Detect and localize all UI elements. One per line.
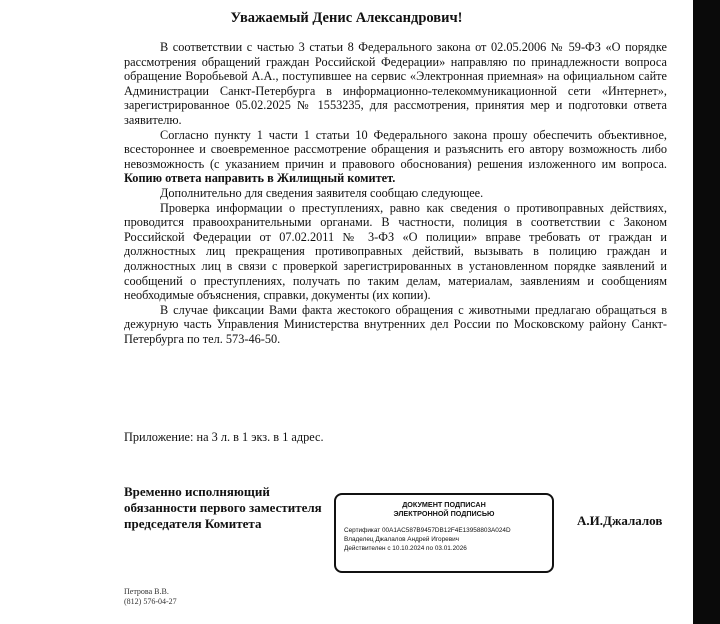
- executor-info: [124, 587, 177, 607]
- paragraph-forwarding: В соответствии с частью 3 статьи 8 Федерального закона от 02.05.2006 № 59-ФЗ «О порядке рассмотрения обращений граждан Российской Федерации» направляю по принадлежности вопроса обращение Воробьевой А.А., поступившее на сервис «Электронная приемная» на официальном сайте Администрации Санкт-Петербурга в информационно-телекоммуникационной сети «Интернет», зарегистрированное 05.02.2025 № 1553235, для рассмотрения, принятия мер и подготовки ответа заявителю.: [124, 40, 667, 127]
- scanner-edge: [693, 0, 720, 624]
- stamp-title-line-1: ДОКУМЕНТ ПОДПИСАН: [402, 500, 486, 509]
- signer-position: Временно исполняющий обязанности первого заместителя председателя Комитета: [124, 484, 322, 531]
- executor-phone: (812) 576-04-27: [124, 597, 177, 606]
- stamp-owner: Владелец Джалалов Андрей Игоревич: [344, 536, 460, 543]
- paragraph-request: [124, 128, 667, 186]
- paragraph-animals: В случае фиксации Вами факта жестокого обращения с животными предлагаю обращаться в дежурную часть Управления Министерства внутренних дел России по Московскому району Санкт-Петербурга по тел. 573-46-50.: [124, 302, 667, 346]
- copy-instruction: Копию ответа направить в Жилищный комитет.: [124, 171, 396, 186]
- signer-name: А.И.Джалалов: [577, 513, 663, 528]
- stamp-validity: Действителен с 10.10.2024 по 03.01.2026: [344, 545, 467, 552]
- greeting-heading: Уважаемый Денис Александрович!: [230, 10, 463, 26]
- paragraph-additional: Дополнительно для сведения заявителя сообщаю следующее.: [160, 185, 484, 200]
- electronic-signature-stamp: [334, 493, 554, 573]
- stamp-title-line-2: ЭЛЕКТРОННОЙ ПОДПИСЬЮ: [393, 509, 495, 518]
- executor-name: Петрова В.В.: [124, 587, 169, 596]
- paragraph-request-text: Согласно пункту 1 части 1 статьи 10 Федерального закона прошу обеспечить объективное, всестороннее и своевременное рассмотрение обращения и разъяснить его автору возможность либо невозможность (с указанием причин и правового обоснования) решения изложенного им вопроса.: [124, 127, 667, 171]
- paragraph-police: Проверка информации о преступлениях, равно как сведения о противоправных действиях, проводится правоохранительными органами. В частности, полиция в соответствии с Законом Российской Федерации от 07.02.2011 № 3-ФЗ «О полиции» вправе требовать от граждан и должностных лиц прекращения противоправных действий, вызывать в полицию граждан и должностных лиц в связи с проверкой зарегистрированных в установленном порядке заявлений и сообщений о преступлениях, получать по таким делам, материалам, заявлениям и сообщениям необходимые объяснения, справки, документы (их копии).: [124, 200, 667, 303]
- stamp-certificate: Сертификат 00A1AC587B9457DB12F4E13958803A024D: [344, 527, 511, 534]
- letter-body: [124, 40, 667, 346]
- attachment-note: Приложение: на 3 л. в 1 экз. в 1 адрес.: [124, 430, 324, 444]
